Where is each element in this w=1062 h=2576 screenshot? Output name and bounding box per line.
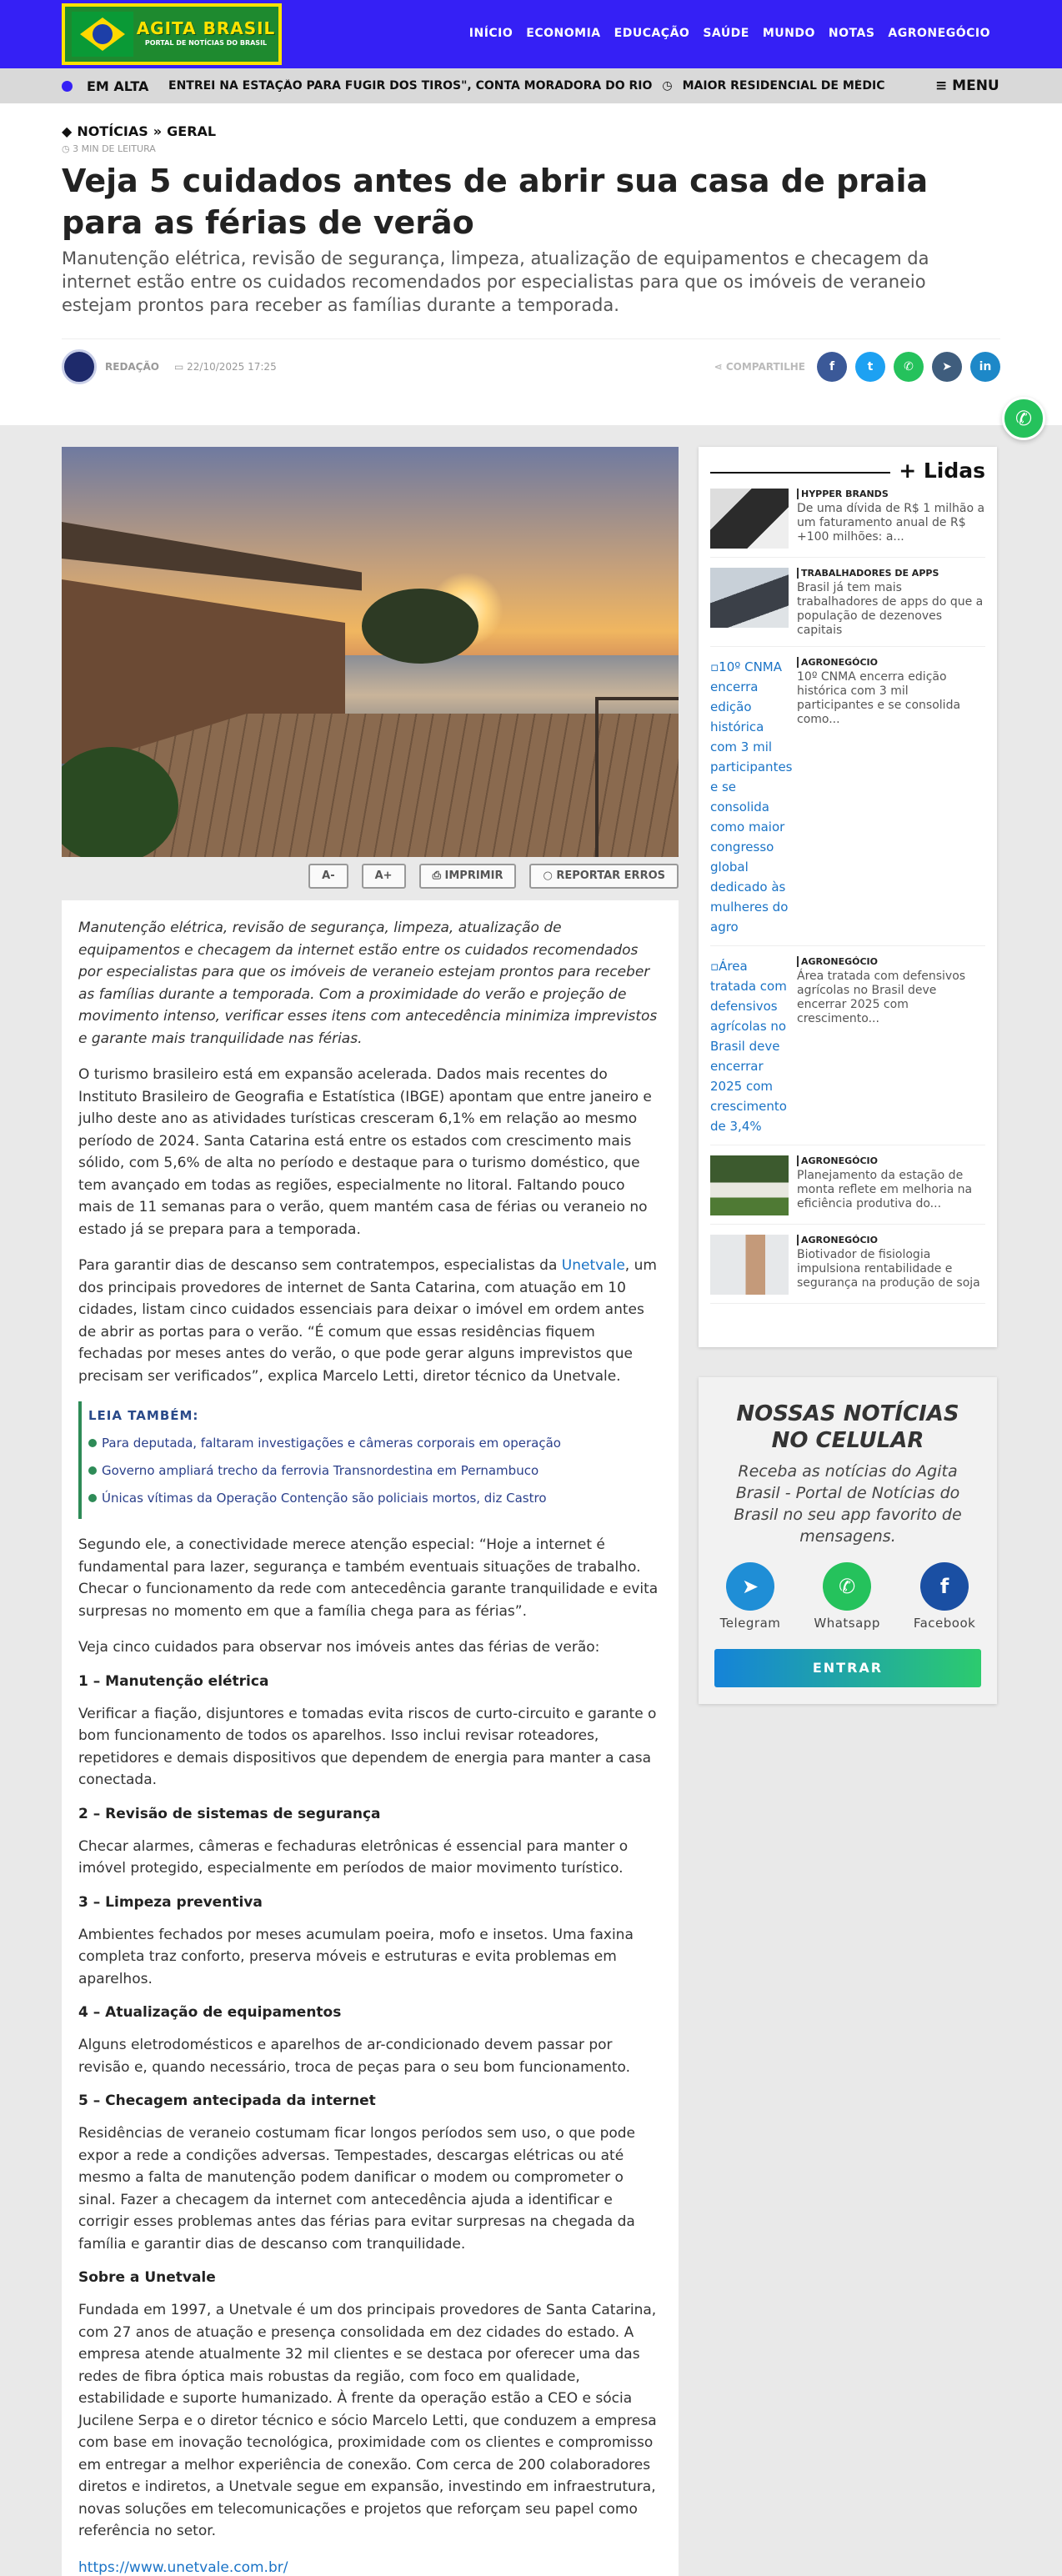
breadcrumb-noticias[interactable]: NOTÍCIAS [77, 123, 148, 139]
most-read-title: + Lidas [899, 459, 985, 483]
nav-item-mundo[interactable]: MUNDO [762, 27, 815, 40]
read-more-text: Para deputada, faltaram investigações e câmeras corporais em operação [102, 1436, 561, 1451]
whatsapp-icon: ✆ [1014, 407, 1033, 430]
paragraph: Checar alarmes, câmeras e fechaduras eletrônicas é essencial para manter o imóvel protegido, especialmente em períodos de maior movimento turístico. [78, 1837, 629, 1877]
item-category[interactable]: TRABALHADORES DE APPS [797, 568, 985, 579]
print-button[interactable] [419, 864, 517, 889]
nav-item-inicio[interactable]: INÍCIO [468, 27, 513, 40]
facebook-app-button[interactable] [914, 1562, 975, 1631]
menu-button[interactable] [910, 68, 1062, 103]
item-category[interactable]: AGRONEGÓCIO [797, 657, 985, 668]
hero-image [62, 447, 679, 857]
paragraph-text: , um dos principais provedores de internet de Santa Catarina, com atuação em 10 cidades, listam cinco cuidados essenciais para deixar o imóvel em ordem antes de abrir as portas para o verão. “É comum que essas residências fiquem fechadas por meses antes do verão, o que pode gerar alguns imprevistos que precisam ser verificados”, explica Marcelo Letti, diretor técnico da Unetvale. [78, 1257, 657, 1385]
share-icon: ⋖ [714, 361, 726, 373]
share-label-text: COMPARTILHE [725, 361, 805, 373]
image-alt-text: Área tratada com defensivos agrícolas no Brasil deve encerrar 2025 com crescimento de 3,4% [710, 959, 787, 1134]
thumbnail[interactable] [710, 1235, 789, 1295]
article-meta [62, 348, 1000, 385]
report-label: REPORTAR ERROS [556, 870, 665, 882]
list-item[interactable] [710, 1235, 985, 1304]
read-more-link[interactable] [88, 1485, 662, 1512]
section-heading: 3 – Limpeza preventiva [78, 1893, 263, 1911]
clock-icon: ◷ [662, 79, 673, 93]
site-logo[interactable] [62, 3, 282, 65]
item-title[interactable]: Brasil já tem mais trabalhadores de apps do que a população de dezenoves capitais [797, 581, 984, 637]
app-icons [699, 1562, 997, 1631]
mobile-news-box [699, 1377, 997, 1704]
image-icon: ▫ [710, 959, 719, 974]
twitter-icon: t [867, 360, 874, 373]
article-tools [308, 864, 679, 889]
item-title[interactable]: 10º CNMA encerra edição histórica com 3 mil participantes e se consolida como... [797, 670, 961, 726]
article-subtitle: Manutenção elétrica, revisão de segurança, limpeza, atualização de equipamentos e checagem da internet estão entre os cuidados recomendados por especialistas para que os imóveis de veraneio estejam prontos para receber as famílias durante a temporada. [62, 248, 929, 315]
main-nav [469, 27, 990, 40]
paragraph: Residências de veraneio costumam ficar longos períodos sem uso, o que pode expor a rede a condições adversas. Tempestades, descargas elétricas ou até mesmo a falta de manutenção podem danificar o modem ou comprometer o sinal. Fazer a checagem da internet com antecedência ajuda a identificar e corrigir esses problemas antes das férias para evitar surpresas na chegada da família e garantir dias de descanso com tranquilidade. [78, 2125, 636, 2253]
broken-image-alt[interactable] [710, 956, 789, 1136]
list-item[interactable] [710, 1155, 985, 1225]
paragraph [78, 2557, 662, 2576]
telegram-icon: ➤ [726, 1562, 774, 1611]
item-category[interactable]: HYPPER BRANDS [797, 489, 985, 499]
paragraph-text: Para garantir dias de descanso sem contratempos, especialistas da [78, 1257, 562, 1274]
app-label: Whatsapp [814, 1616, 880, 1631]
brazil-flag-icon [72, 12, 133, 57]
section-heading: 2 – Revisão de sistemas de segurança [78, 1805, 381, 1822]
image-icon: ▫ [710, 659, 719, 674]
nav-item-notas[interactable]: NOTAS [828, 27, 875, 40]
telegram-icon: ➤ [942, 360, 952, 373]
breadcrumb [62, 123, 216, 139]
logo-name: AGITA BRASIL [136, 18, 276, 38]
top-header [0, 0, 1062, 68]
nav-item-economia[interactable]: ECONOMIA [526, 27, 601, 40]
bullet-icon [88, 1466, 97, 1475]
divider [710, 472, 890, 474]
font-increase-button[interactable]: A+ [362, 864, 406, 889]
linkedin-icon: in [979, 360, 992, 373]
read-more-text: Únicas vítimas da Operação Contenção são policiais mortos, diz Castro [102, 1491, 547, 1506]
menu-label: MENU [952, 78, 999, 94]
app-box-subtitle: Receba as notícias do Agita Brasil - Portal de Notícias do Brasil no seu app favorito de mensagens. [734, 1462, 962, 1546]
main-content [0, 425, 1062, 2576]
paragraph: Veja cinco cuidados para observar nos imóveis antes das férias de verão: [78, 1639, 600, 1656]
article-header [0, 103, 1062, 425]
read-more-text: Governo ampliará trecho da ferrovia Transnordestina em Pernambuco [102, 1463, 539, 1478]
enter-button[interactable]: ENTRAR [714, 1649, 981, 1687]
whatsapp-icon: ✆ [904, 360, 914, 373]
paragraph: Segundo ele, a conectividade merece atenção especial: “Hoje a internet é fundamental para lazer, segurança e também eventuais situações de trabalho. Checar o funcionamento da rede com antecedência garante tranquilidade e evita surpresas no momento em que a família chega para as férias”. [78, 1536, 659, 1620]
image-alt-text: 10º CNMA encerra edição histórica com 3 mil participantes e se consolida como maior congresso global dedicado às mulheres do agro [710, 659, 793, 935]
read-time-text: 3 MIN DE LEITURA [73, 143, 156, 154]
thumbnail[interactable] [710, 1155, 789, 1215]
whatsapp-share-button[interactable] [894, 352, 924, 382]
article-title: Veja 5 cuidados antes de abrir sua casa de praia para as férias de verão [62, 163, 929, 241]
facebook-icon: f [829, 360, 835, 373]
paragraph: O turismo brasileiro está em expansão acelerada. Dados mais recentes do Instituto Brasileiro de Geografia e Estatística (IBGE) apontam que entre janeiro e julho deste ano as atividades turísticas cresceram 6,1% em relação ao mesmo período de 2024. Santa Catarina está entre os estados com crescimento mais sólido, com 5,6% de alta no período e destaque para o turismo doméstico, que tem avançado em todas as regiões, especialmente no litoral. Faltando pouco mais de 11 semanas para o verão, quem mantém casa de férias ou veraneio no estado já se prepara para a temporada. [78, 1066, 652, 1238]
comment-icon: ○ [543, 870, 557, 882]
unetvale-url-link[interactable]: https://www.unetvale.com.br/ [78, 2558, 288, 2576]
nav-item-agronegocio[interactable]: AGRONEGÓCIO [888, 27, 990, 40]
list-item[interactable] [710, 956, 985, 1145]
telegram-app-button[interactable] [720, 1562, 781, 1631]
ticker-item[interactable]: ENTREI NA ESTAÇÃO PARA FUGIR DOS TIROS", CONTA MORADORA DO RIO [168, 79, 653, 93]
section-heading: 5 – Checagem antecipada da internet [78, 2092, 376, 2109]
author-name[interactable]: REDAÇÃO [105, 361, 159, 373]
app-label: Facebook [913, 1616, 976, 1631]
whatsapp-icon: ✆ [823, 1562, 871, 1611]
thumbnail[interactable] [710, 489, 789, 549]
item-title[interactable]: Biotivador de fisiologia impulsiona rentabilidade e segurança na produção de soja [797, 1248, 980, 1290]
printer-icon: ⎙ [432, 870, 445, 882]
list-item[interactable] [710, 489, 985, 558]
twitter-share-button[interactable] [855, 352, 885, 382]
ticker-label: EM ALTA [87, 78, 149, 94]
read-more-box [78, 1401, 662, 1519]
read-more-link[interactable] [88, 1430, 662, 1457]
ticker-item[interactable]: MAIOR RESIDENCIAL DE MÉDIC [682, 79, 885, 93]
paragraph: Ambientes fechados por meses acumulam poeira, mofo e insetos. Uma faxina completa traz conforto, preserva móveis e estruturas e evita problemas em aparelhos. [78, 1926, 634, 1987]
broken-image-alt[interactable] [710, 657, 793, 937]
whatsapp-app-button[interactable] [814, 1562, 879, 1631]
section-heading: Sobre a Unetvale [78, 2269, 216, 2286]
logo-subtitle: PORTAL DE NOTÍCIAS DO BRASIL [144, 39, 268, 47]
telegram-share-button[interactable] [932, 352, 962, 382]
breadcrumb-geral[interactable]: GERAL [167, 123, 217, 139]
trending-ticker [0, 68, 1062, 103]
unetvale-link[interactable]: Unetvale [561, 1257, 625, 1274]
print-label: IMPRIMIR [444, 870, 503, 882]
article-lead: Manutenção elétrica, revisão de segurança, limpeza, atualização de equipamentos e checagem da internet estão entre os cuidados recomendados por especialistas para que os imóveis de veraneio estejam prontos para receber as famílias durante a temporada. Com a proximidade do verão e projeção de movimento intenso, verificar esses itens com antecedência minimiza imprevistos e garante mais tranquilidade nas férias. [78, 920, 658, 1047]
paragraph: Verificar a fiação, disjuntores e tomadas evita riscos de curto-circuito e garante o bom funcionamento de todos os aparelhos. Isso inclui revisar roteadores, repetidores e demais dispositivos que dependem de energia para manter a casa conectada. [78, 1705, 657, 1788]
read-more-link[interactable] [88, 1457, 662, 1485]
paragraph: Alguns eletrodomésticos e aparelhos de ar-condicionado devem passar por revisão e, quando necessário, troca de peças para o seu bom funcionamento. [78, 2037, 631, 2076]
cube-icon: ◆ [62, 123, 73, 139]
paragraph [78, 1255, 662, 1387]
share-bar [714, 352, 1000, 382]
publish-date-text: 22/10/2025 17:25 [187, 361, 277, 373]
read-more-title: LEIA TAMBÉM: [88, 1408, 199, 1423]
breadcrumb-separator: » [153, 123, 163, 139]
item-category[interactable]: AGRONEGÓCIO [797, 956, 985, 967]
nav-item-educacao[interactable]: EDUCAÇÃO [614, 27, 690, 40]
divider [62, 338, 1000, 339]
author-avatar[interactable] [62, 349, 97, 384]
item-title[interactable]: Planejamento da estação de monta reflete em melhoria na eficiência produtiva do... [797, 1169, 973, 1210]
item-category[interactable]: AGRONEGÓCIO [797, 1155, 985, 1166]
share-label [714, 361, 805, 373]
thumbnail[interactable] [710, 568, 789, 638]
article-body [62, 900, 679, 2576]
clock-icon: ◷ [62, 143, 73, 154]
app-box-title: NOSSAS NOTÍCIAS NO CELULAR [736, 1401, 959, 1453]
section-heading: 1 – Manutenção elétrica [78, 1672, 269, 1690]
live-dot-icon [62, 81, 73, 92]
report-errors-button[interactable] [529, 864, 679, 889]
facebook-share-button[interactable] [817, 352, 847, 382]
font-decrease-button[interactable]: A- [308, 864, 348, 889]
app-label: Telegram [719, 1616, 781, 1631]
most-read-header [710, 459, 985, 489]
list-item[interactable] [710, 568, 985, 647]
list-item[interactable] [710, 657, 985, 946]
bullet-icon [88, 1494, 97, 1502]
paragraph: Fundada em 1997, a Unetvale é um dos principais provedores de Santa Catarina, com 27 anos de atuação e presença consolidada em dez cidades do estado. A empresa atende atualmente 32 mil clientes e se destaca por oferecer uma das redes de fibra óptica mais robustas da região, com foco em qualidade, estabilidade e suporte humanizado. À frente da operação estão a CEO e sócia Jucilene Serpa e o diretor técnico e sócio Marcelo Letti, que conduzem a empresa com base em inovação tecnológica, proximidade com os clientes e compromisso em entregar a melhor experiência de conexão. Com cerca de 200 colaboradores diretos e indiretos, a Unetvale segue em expansão, investindo em infraestrutura, novas soluções em telecomunicações e projetos que reforçam seu papel como referência no setor. [78, 2302, 657, 2539]
item-title[interactable]: De uma dívida de R$ 1 milhão a um faturamento anual de R$ +100 milhões: a... [797, 502, 985, 544]
linkedin-share-button[interactable] [970, 352, 1000, 382]
section-heading: 4 – Atualização de equipamentos [78, 2004, 342, 2021]
calendar-icon: ▭ [173, 361, 188, 373]
item-category[interactable]: AGRONEGÓCIO [797, 1235, 985, 1245]
nav-item-saude[interactable]: SAÚDE [703, 27, 749, 40]
bullet-icon [88, 1439, 97, 1447]
ticker-track [168, 79, 909, 93]
publish-date [174, 361, 277, 373]
read-time [62, 143, 156, 154]
item-title[interactable]: Área tratada com defensivos agrícolas no Brasil deve encerrar 2025 com crescimento... [797, 970, 966, 1025]
hamburger-icon: ≡ [935, 78, 948, 94]
most-read-sidebar [699, 447, 997, 1347]
facebook-icon: f [920, 1562, 969, 1611]
